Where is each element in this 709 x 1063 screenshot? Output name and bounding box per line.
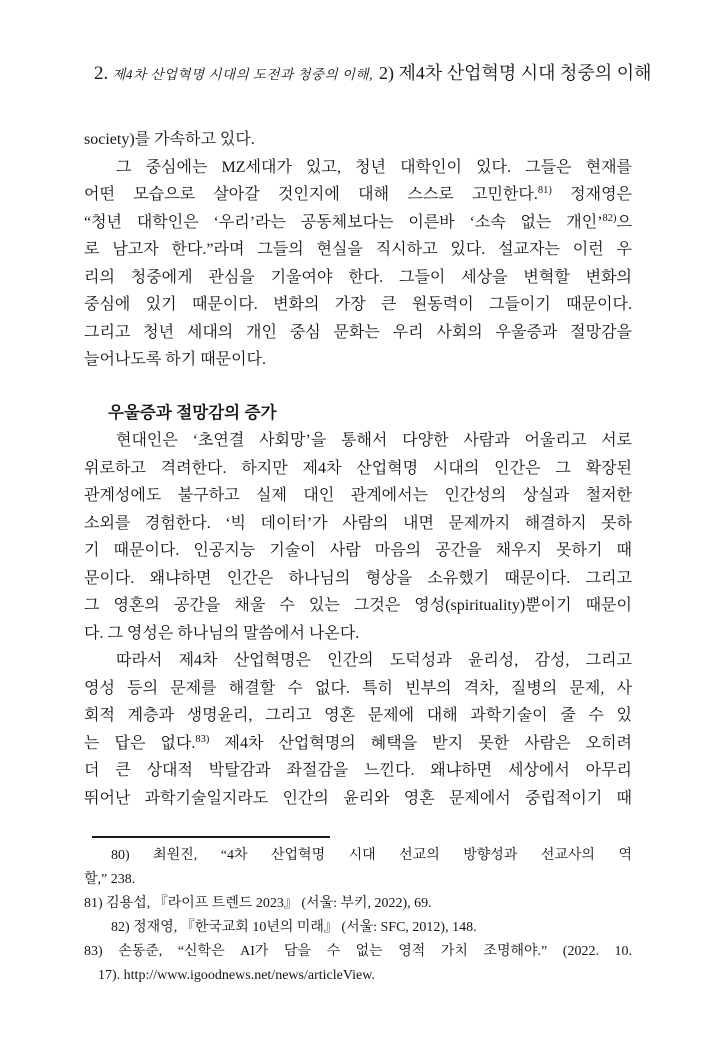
section-title: 2) 제4차 산업혁명 시대 청중의 이해 (378, 63, 652, 83)
body-text: “청년 대학인은 ‘우리’라는 공동체보다는 이른바 ‘소속 없는 개인’ (84, 213, 603, 231)
body-line (84, 209, 632, 237)
body-text-block (84, 126, 632, 812)
body-line: 다. 그 영성은 하나님의 말씀에서 나온다. (84, 624, 360, 642)
footnote-line: 81) 김용섭, 『라이프 트렌드 2023』 (서울: 부키, 2022), 69. (84, 896, 432, 911)
chapter-title-script: 제4차 산업혁명 시대의 도전과 청중의 이해, (112, 67, 373, 82)
body-line: 중심에 있기 때문이다. 변화의 가장 큰 원동력이 그들이기 때문이다. (84, 296, 632, 313)
body-text: 어떤 모습으로 살아갈 것인지에 대해 스스로 고민한다. (84, 186, 538, 203)
body-line: 문이다. 왜냐하면 인간은 하나님의 형상을 소유했기 때문이다. 그리고 (84, 569, 632, 587)
body-line: 영성 등의 문제를 해결할 수 없다. 특히 빈부의 격차, 질병의 문제, 사 (84, 679, 632, 697)
body-text: 제4차 산업혁명의 혜택을 받지 못한 사람은 오히려 (209, 734, 632, 752)
body-line: society)를 가속하고 있다. (84, 131, 255, 148)
body-line: 소외를 경험한다. ‘빅 데이터’가 사람의 내면 문제까지 해결하지 못하 (84, 514, 632, 532)
body-line: 더 큰 상대적 박탈감과 좌절감을 느낀다. 왜냐하면 세상에서 아무리 (84, 762, 632, 779)
footnote-line: 82) 정재영, 『한국교회 10년의 미래』 (서울: SFC, 2012), 148. (111, 920, 477, 935)
body-line: 그리고 청년 세대의 개인 중심 문화는 우리 사회의 우울증과 절망감을 (84, 323, 632, 341)
body-line: 그 중심에는 MZ세대가 있고, 청년 대학인이 있다. 그들은 현재를 (116, 158, 632, 176)
chapter-number: 2. (94, 63, 109, 84)
section-heading: 우울증과 절망감의 증가 (108, 403, 277, 422)
body-line: 따라서 제4차 산업혁명은 인간의 도덕성과 윤리성, 감성, 그리고 (116, 652, 632, 669)
body-line: 기 때문이다. 인공지능 기술이 사람 마음의 공간을 채우지 못하기 때 (84, 542, 632, 559)
body-line: 늘어나도록 하기 때문이다. (84, 351, 267, 368)
body-text: 으 (616, 213, 632, 231)
body-text: 정재영은 (551, 186, 632, 203)
body-line: 그 영혼의 공간을 채울 수 있는 그것은 영성(spirituality)뿐이기 때문이 (84, 597, 632, 614)
footnote-line: 할,” 238. (84, 872, 136, 887)
footnote-separator (92, 836, 330, 838)
body-line: 뛰어난 과학기술일지라도 인간의 윤리와 영혼 문제에서 중립적이기 때 (84, 789, 632, 807)
footnotes-block (84, 844, 632, 988)
footnote-line: 80) 최원진, “4차 산업혁명 시대 선교의 방향성과 선교사의 역 (111, 848, 632, 863)
body-text: 는 답은 없다. (84, 734, 196, 752)
footnote-line: 17). http://www.igoodnews.net/news/articleView. (98, 968, 375, 983)
body-line: 위로하고 격려한다. 하지만 제4차 산업혁명 시대의 인간은 그 확장된 (84, 459, 632, 477)
body-line (84, 730, 632, 758)
footnote-line: 83) 손동준, “신학은 AI가 담을 수 없는 영적 가치 조명해야.” (2022. 10. (84, 944, 632, 959)
body-line: 회적 계층과 생명윤리, 그리고 영혼 문제에 대해 과학기술이 줄 수 있 (84, 707, 632, 724)
footnote-ref-83: 83) (195, 733, 210, 745)
body-line: 현대인은 ‘초연결 사회망’을 통해서 다양한 사람과 어울리고 서로 (116, 432, 632, 449)
footnote-ref-81: 81) (537, 185, 552, 196)
footnote-ref-82: 82) (602, 212, 617, 224)
running-header (84, 58, 652, 90)
body-line: 관계성에도 불구하고 실제 대인 관계에서는 인간성의 상실과 철저한 (84, 487, 632, 504)
body-line: 리의 청중에게 관심을 기울여야 한다. 그들이 세상을 변혁할 변화의 (84, 268, 632, 286)
body-line: 로 남고자 한다.”라며 그들의 현실을 직시하고 있다. 설교자는 이런 우 (84, 241, 632, 258)
page-content (84, 58, 652, 988)
body-line (84, 181, 632, 209)
